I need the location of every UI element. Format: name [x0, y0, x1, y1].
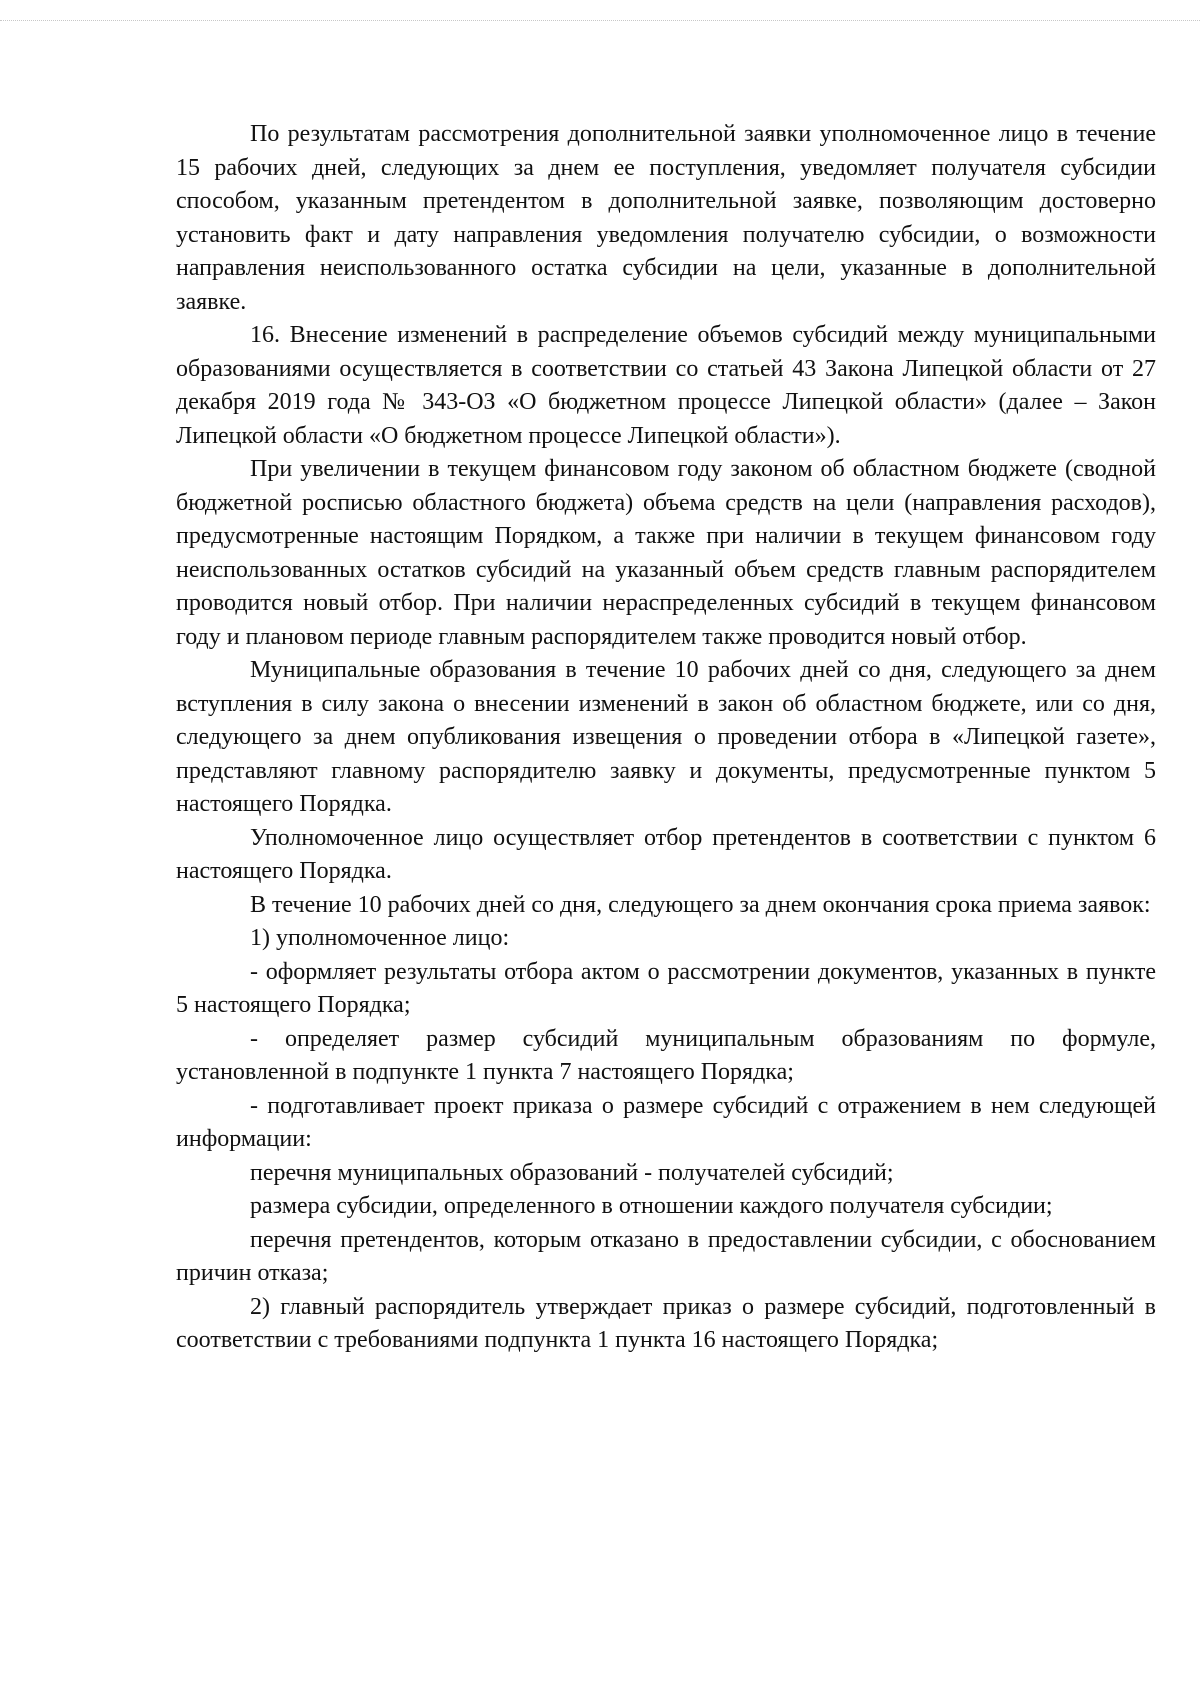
- list-item-subsidy-size: - определяет размер субсидий муниципальным образованиям по формуле, установленной в подпункте 1 пункта 7 настоящего Порядка;: [176, 1025, 1156, 1085]
- document-page: [176, 118, 1156, 1358]
- list-item-subsidy-amount: размера субсидии, определенного в отношении каждого получателя субсидии;: [250, 1193, 1053, 1219]
- paragraph-budget-increase: При увеличении в текущем финансовом году законом об областном бюджете (сводной бюджетной росписью областного бюджета) объема средств на цели (направления расходов), предусмотренные настоящим Порядком, а также при наличии в текущем финансовом году неиспользованных остатков субсидий на указанный объем средств главным распорядителем проводится новый отбор. При наличии нераспределенных субсидий в текущем финансовом году и плановом периоде главным распорядителем также проводится новый отбор.: [176, 456, 1156, 650]
- paragraph-municipal-submission: Муниципальные образования в течение 10 рабочих дней со дня, следующего за днем вступления в силу закона о внесении изменений в закон об областном бюджете, или со дня, следующего за днем опубликования извещения о проведении отбора в «Липецкой газете», представляют главному распорядителю заявку и документы, предусмотренные пунктом 5 настоящего Порядка.: [176, 657, 1156, 817]
- paragraph-item-16: 16. Внесение изменений в распределение объемов субсидий между муниципальными образованиями осуществляется в соответствии со статьей 43 Закона Липецкой области от 27 декабря 2019 года № 343-ОЗ «О бюджетном процессе Липецкой области» (далее – Закон Липецкой области «О бюджетном процессе Липецкой области»).: [176, 322, 1156, 449]
- paragraph-additional-application-results: По результатам рассмотрения дополнительной заявки уполномоченное лицо в течение 15 рабочих дней, следующих за днем ее поступления, уведомляет получателя субсидии способом, указанным претендентом в дополнительной заявке, позволяющим достоверно установить факт и дату направления уведомления получателю субсидии, о возможности направления неиспользованного остатка субсидии на цели, указанные в дополнительной заявке.: [176, 121, 1156, 315]
- paragraph-ten-day-period: В течение 10 рабочих дней со дня, следующего за днем окончания срока приема заявок:: [250, 891, 1151, 918]
- scan-edge-artifact: [0, 20, 1200, 21]
- paragraph-selection: Уполномоченное лицо осуществляет отбор претендентов в соответствии с пунктом 6 настоящего Порядка.: [176, 824, 1156, 884]
- list-item-refused-list: перечня претендентов, которым отказано в предоставлении субсидии, с обоснованием причин отказа;: [176, 1226, 1156, 1286]
- list-item-recipients-list: перечня муниципальных образований - получателей субсидий;: [250, 1159, 894, 1186]
- list-item-authorized-person: 1) уполномоченное лицо:: [250, 925, 510, 951]
- list-item-act-of-review: - оформляет результаты отбора актом о рассмотрении документов, указанных в пункте 5 настоящего Порядка;: [176, 958, 1156, 1018]
- list-item-chief-manager-approval: 2) главный распорядитель утверждает приказ о размере субсидий, подготовленный в соответствии с требованиями подпункта 1 пункта 16 настоящего Порядка;: [176, 1293, 1156, 1353]
- list-item-draft-order: - подготавливает проект приказа о размере субсидий с отражением в нем следующей информации:: [176, 1092, 1156, 1152]
